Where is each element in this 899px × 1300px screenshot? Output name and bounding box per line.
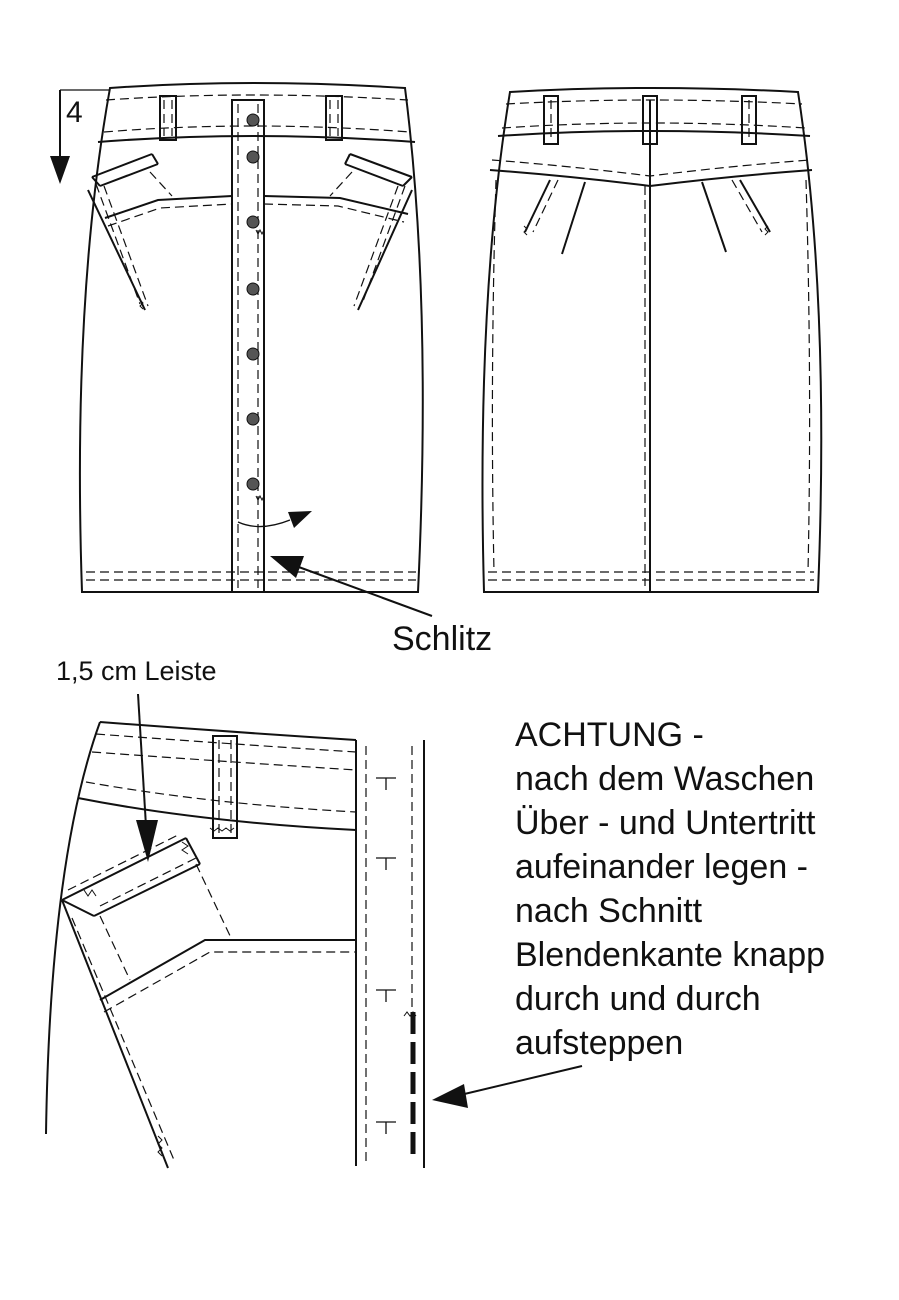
button-icon <box>247 413 259 425</box>
slit-label: Schlitz <box>392 620 493 658</box>
slit-arrow <box>270 556 432 616</box>
button-icon <box>247 283 259 295</box>
skirt-front-view <box>50 83 423 592</box>
button-icon <box>247 348 259 360</box>
note-line: aufsteppen <box>515 1024 684 1062</box>
stitching-arrow <box>432 1066 582 1108</box>
note-line: durch und durch <box>515 980 761 1018</box>
button-icon <box>247 478 259 490</box>
placket-width-label: 1,5 cm Leiste <box>56 656 217 686</box>
button-icon <box>247 151 259 163</box>
skirt-back-view <box>482 88 821 592</box>
front-buttons <box>247 114 259 490</box>
button-icon <box>247 114 259 126</box>
note-line: nach Schnitt <box>515 892 703 930</box>
button-icon <box>247 216 259 228</box>
placket-arrow <box>136 694 158 862</box>
note-line: ACHTUNG - <box>515 716 704 754</box>
step-number: 4 <box>66 96 83 129</box>
detail-view <box>46 722 424 1168</box>
instruction-note <box>515 713 825 1065</box>
note-line: Über - und Untertritt <box>515 804 816 842</box>
note-line: aufeinander legen - <box>515 848 809 886</box>
note-line: Blendenkante knapp <box>515 936 826 974</box>
note-line: nach dem Waschen <box>515 760 815 798</box>
